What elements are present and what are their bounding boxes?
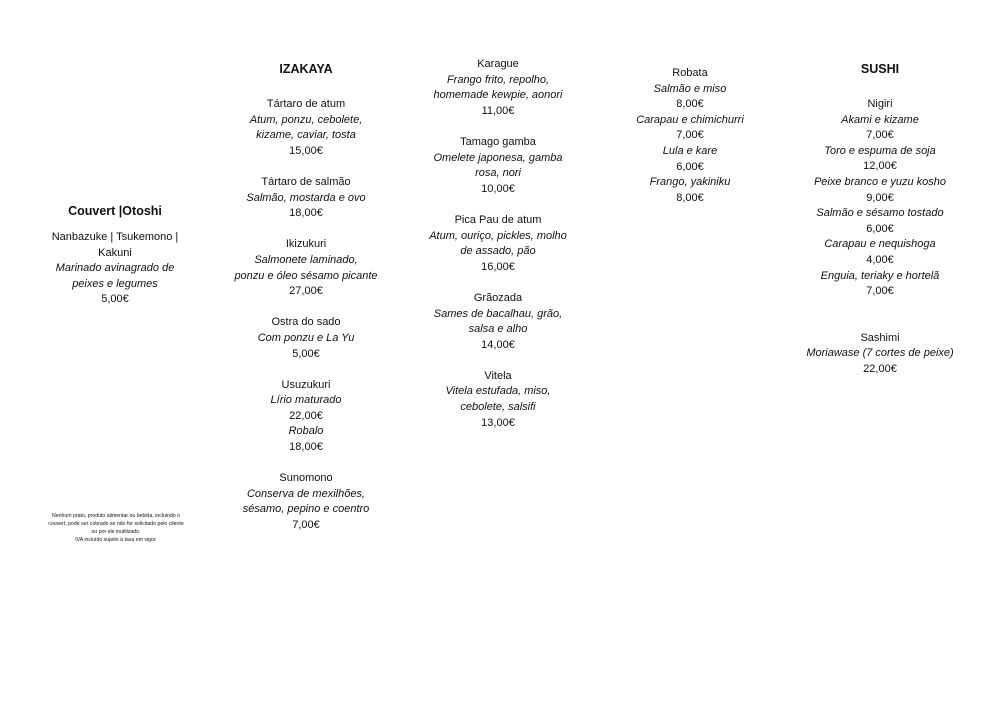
couvert-item-2: Kakuni xyxy=(98,246,132,259)
menu-item-price: 16,00€ xyxy=(481,260,515,273)
menu-item-price: 4,00€ xyxy=(866,253,894,266)
menu-item-price: 27,00€ xyxy=(289,285,323,298)
menu-item-desc: rosa, nori xyxy=(475,167,521,180)
menu-item-desc: Atum, ouriço, pickles, molho xyxy=(429,229,567,242)
menu-item-desc: Toro e espuma de soja xyxy=(824,144,936,157)
menu-item-name: Usuzukuri xyxy=(281,378,331,391)
menu-item-price: 8,00€ xyxy=(676,191,704,204)
menu-item-desc: Carapau e chimichurri xyxy=(636,113,744,126)
couvert-item: Nanbazuke | Tsukemono | xyxy=(51,231,179,243)
menu-item-desc: Salmonete laminado, xyxy=(254,253,358,266)
menu-item-price: 11,00€ xyxy=(481,104,515,117)
menu-item-desc: homemade kewpie, aonori xyxy=(433,89,563,102)
menu-item-desc: Peixe branco e yuzu kosho xyxy=(813,175,947,188)
menu-item-price: 22,00€ xyxy=(863,362,897,375)
menu-item-name: Grãozada xyxy=(473,291,523,304)
menu-item-name: Ikizukuri xyxy=(285,238,327,251)
menu-item-desc: Vitela estufada, miso, xyxy=(445,385,551,398)
menu-item-desc: Salmão e miso xyxy=(653,82,727,95)
menu-item-price: 18,00€ xyxy=(289,207,323,220)
menu-item-desc: Moriawase (7 cortes de peixe) xyxy=(806,347,954,360)
menu-item-name: Vitela xyxy=(484,369,512,382)
couvert-title: Couvert |Otoshi xyxy=(68,204,162,218)
menu-item-desc: salsa e alho xyxy=(468,323,528,336)
menu-item-desc: Omelete japonesa, gamba xyxy=(433,151,563,164)
menu-item-name: Karague xyxy=(477,58,519,70)
menu-item-desc: Frango, yakiniku xyxy=(649,176,731,189)
menu-item-name: Ostra do sado xyxy=(271,316,341,329)
sushi-section xyxy=(800,61,960,378)
menu-item-price: 6,00€ xyxy=(866,222,894,235)
menu-item-desc: Akami e kizame xyxy=(841,113,919,126)
sushi-title: SUSHI xyxy=(860,62,900,76)
couvert-section xyxy=(30,203,200,308)
menu-item-desc: Sames de bacalhau, grão, xyxy=(433,307,563,320)
legal-note-line: Nenhum prato, produto alimentar ou bebida, incluindo o xyxy=(51,513,181,519)
menu-item-name: Tártaro de atum xyxy=(266,98,346,110)
menu-item-price: 5,00€ xyxy=(292,347,320,360)
izakaya-title: IZAKAYA xyxy=(279,62,333,76)
menu-item-desc: cebolete, salsifi xyxy=(460,401,536,414)
menu-item-price: 12,00€ xyxy=(863,160,897,173)
nigiri-title: Nigiri xyxy=(867,98,893,110)
couvert-price: 5,00€ xyxy=(101,293,129,306)
izakaya-section xyxy=(226,61,386,534)
menu-item-desc: Lírio maturado xyxy=(270,394,342,407)
menu-item-price: 7,00€ xyxy=(866,129,894,142)
legal-note-line: IVA incluído sujeito à taxa em vigor. xyxy=(75,537,157,543)
robata-title: Robata xyxy=(672,67,708,79)
menu-item-desc: ponzu e óleo sésamo picante xyxy=(234,269,378,282)
legal-note-line: couvert, pode ser cobrado se não for solicitado pelo cliente xyxy=(48,521,184,527)
menu-item-desc: Conserva de mexilhões, xyxy=(246,487,365,500)
menu-item-price: 14,00€ xyxy=(481,338,515,351)
menu-item-price: 7,00€ xyxy=(676,129,704,142)
legal-note xyxy=(36,512,196,544)
menu-item-price: 15,00€ xyxy=(289,144,323,157)
menu-item-desc: Carapau e nequishoga xyxy=(824,238,936,251)
menu-item-desc: Frango frito, repolho, xyxy=(446,73,550,86)
menu-item-name: Tártaro de salmão xyxy=(261,175,351,188)
menu-item-desc: Atum, ponzu, cebolete, xyxy=(249,113,363,126)
menu-item-desc: Enguia, teriaky e hortelã xyxy=(820,269,940,282)
legal-note-line: ou por ele inutilizado. xyxy=(91,529,141,535)
menu-item-desc: de assado, pão xyxy=(460,245,536,258)
menu-item-price: 10,00€ xyxy=(481,182,515,195)
menu-item-desc: Salmão, mostarda e ovo xyxy=(246,191,366,204)
menu-item-desc: Lula e kare xyxy=(662,144,718,157)
robata-section xyxy=(610,66,770,206)
menu-item-price: 6,00€ xyxy=(676,160,704,173)
menu-item-name: Tamago gamba xyxy=(460,135,536,148)
menu-item-price: 18,00€ xyxy=(289,441,323,454)
menu-item-desc: Com ponzu e La Yu xyxy=(257,331,355,344)
menu-item-price: 7,00€ xyxy=(866,285,894,298)
hot-dishes-section xyxy=(418,57,578,431)
menu-item-price: 9,00€ xyxy=(866,191,894,204)
sashimi-title: Sashimi xyxy=(860,331,900,344)
menu-item-price: 13,00€ xyxy=(481,416,515,429)
menu-item-price: 7,00€ xyxy=(292,519,320,532)
couvert-desc-2: peixes e legumes xyxy=(72,277,158,290)
menu-item-name: Sunomono xyxy=(279,472,333,485)
couvert-desc-1: Marinado avinagrado de xyxy=(55,262,175,275)
menu-item-desc: kizame, caviar, tosta xyxy=(256,129,356,142)
menu-item-desc: Salmão e sésamo tostado xyxy=(816,207,944,220)
menu-item-desc: Robalo xyxy=(288,425,324,438)
menu-item-price: 8,00€ xyxy=(676,98,704,111)
menu-item-price: 22,00€ xyxy=(289,409,323,422)
menu-item-name: Pica Pau de atum xyxy=(454,213,542,226)
menu-item-desc: sésamo, pepino e coentro xyxy=(242,503,370,516)
